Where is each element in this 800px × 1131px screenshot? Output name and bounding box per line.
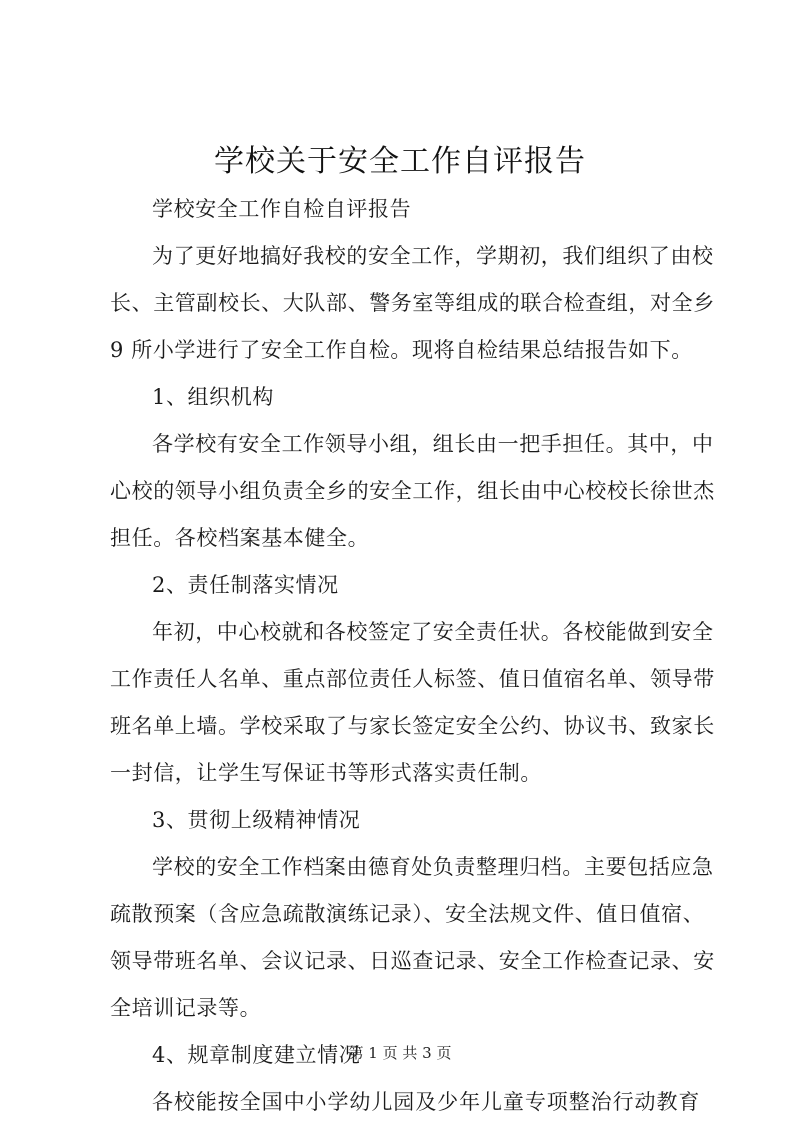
section-heading: 3、贯彻上级精神情况 bbox=[152, 808, 361, 832]
subtitle-line: 学校安全工作自检自评报告 bbox=[152, 197, 412, 221]
paragraph-line: 班名单上墙。学校采取了与家长签定安全公约、协议书、致家长 bbox=[110, 714, 715, 738]
document-title: 学校关于安全工作自评报告 bbox=[214, 144, 586, 179]
paragraph-line: 各学校有安全工作领导小组，组长由一把手担任。其中，中 bbox=[152, 432, 714, 456]
paragraph-line: 工作责任人名单、重点部位责任人标签、值日值宿名单、领导带 bbox=[110, 667, 715, 691]
paragraph-line: 9 所小学进行了安全工作自检。现将自检结果总结报告如下。 bbox=[110, 338, 693, 362]
paragraph-line: 疏散预案（含应急疏散演练记录）、安全法规文件、值日值宿、 bbox=[110, 902, 705, 926]
document-body bbox=[110, 186, 715, 1126]
paragraph-line: 担任。各校档案基本健全。 bbox=[110, 526, 370, 550]
paragraph-line: 为了更好地搞好我校的安全工作，学期初，我们组织了由校 bbox=[152, 244, 714, 268]
section-heading: 2、责任制落实情况 bbox=[152, 573, 339, 597]
paragraph-line: 一封信，让学生写保证书等形式落实责任制。 bbox=[110, 761, 542, 785]
paragraph-line: 心校的领导小组负责全乡的安全工作，组长由中心校校长徐世杰 bbox=[110, 479, 715, 503]
section-heading: 4、规章制度建立情况 bbox=[152, 1043, 361, 1067]
paragraph-line: 学校的安全工作档案由德育处负责整理归档。主要包括应急 bbox=[152, 855, 714, 879]
paragraph-line: 长、主管副校长、大队部、警务室等组成的联合检查组，对全乡 bbox=[110, 291, 715, 315]
paragraph-line: 全培训记录等。 bbox=[110, 996, 262, 1020]
paragraph-line: 年初，中心校就和各校签定了安全责任状。各校能做到安全 bbox=[152, 620, 714, 644]
paragraph-line: 领导带班名单、会议记录、日巡查记录、安全工作检查记录、安 bbox=[110, 949, 715, 973]
section-heading: 1、组织机构 bbox=[152, 385, 274, 409]
paragraph-line: 各校能按全国中小学幼儿园及少年儿童专项整治行动教育 bbox=[152, 1090, 700, 1114]
page-footer: 第 1 页 共 3 页 bbox=[348, 1044, 452, 1062]
